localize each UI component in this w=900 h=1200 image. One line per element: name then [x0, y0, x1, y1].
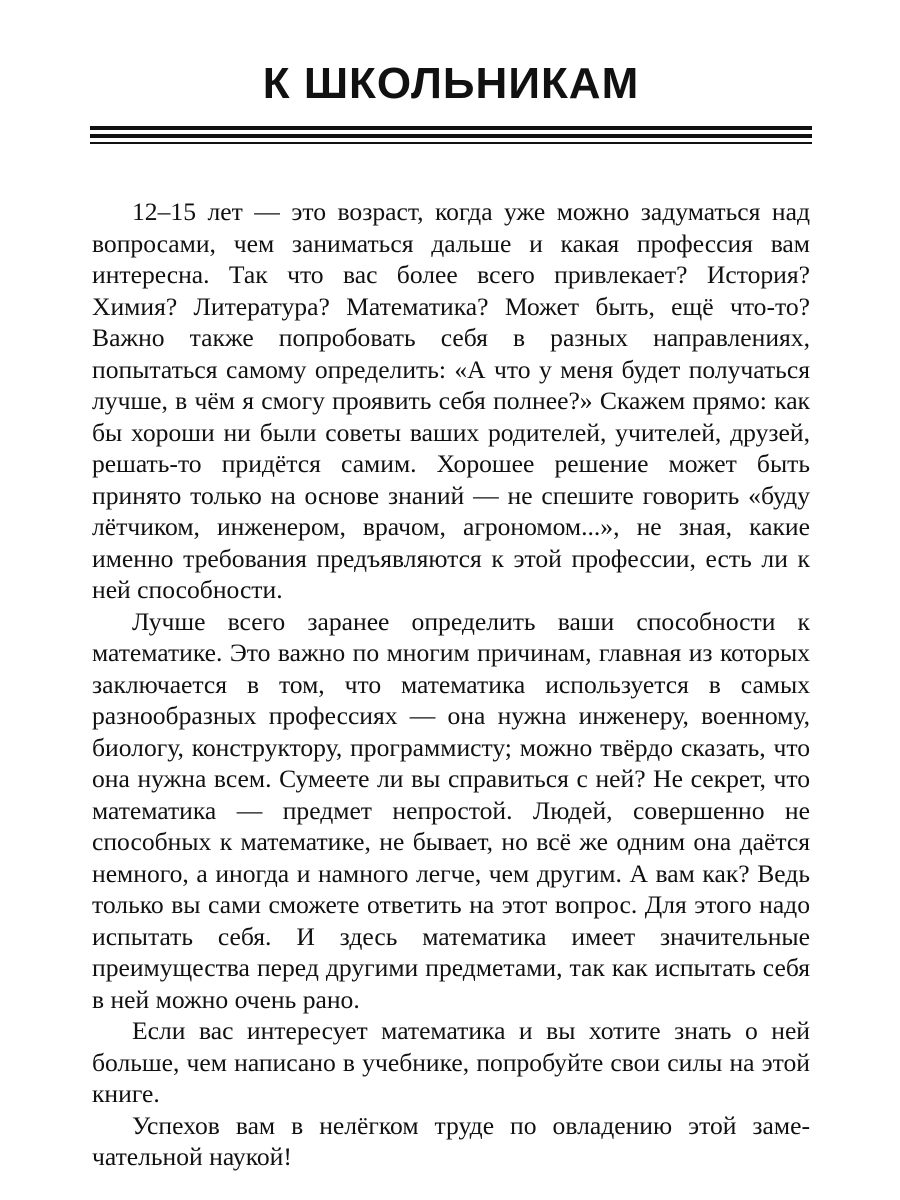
title-underline-thin: [90, 142, 812, 144]
title-underline-thick-1: [90, 126, 812, 130]
paragraph-3: Если вас интересует математика и вы хотите знать о ней больше, чем написано в учебнике, попробуйте свои силы на этой книге.: [92, 1016, 810, 1108]
paragraph-4: Успехов вам в нелёгком труде по овладению этой замечательной наукой!: [92, 1110, 810, 1171]
body-text: [92, 196, 810, 1173]
paragraph-2: Лучше всего заранее определить ваши способности к математике. Это важно по многим причинам, главная из которых заключается в том, что математика используется в самых разнообразных профессиях — она нужна инженеру, военному, биологу, конструктору, программисту; можно твёрдо сказать, что она нужна всем. Сумеете ли вы справиться с ней? Не секрет, что математика — предмет непростой. Людей, совершенно не способных к математике, не бывает, но всё же одним она даётся немного, а иногда и намного легче, чем другим. А вам как? Ведь только вы сами сможете ответить на этот вопрос. Для этого надо испытать себя. И здесь математика имеет значительные преимущества перед другими предметами, так как испытать себя в ней можно очень рано.: [92, 606, 810, 1014]
page-title: К ШКОЛЬНИКАМ: [262, 59, 640, 108]
title-underline-thick-2: [90, 134, 812, 138]
paragraph-1: 12–15 лет — это возраст, когда уже можно задуматься над вопросами, чем заниматься дальше и какая профессия вам интересна. Так что вас более всего привлекает? История? Химия? Литература? Математика? Может быть, ещё что-то? Важно также попробовать себя в разных направлениях, попытаться самому определить: «А что у меня будет получаться лучше, в чём я смогу проявить себя полнее?» Скажем прямо: как бы хороши ни были советы ваших родителей, учителей, друзей, решать-то придётся самим. Хорошее решение может быть принято только на основе знаний — не спешите говорить «буду лётчиком, инженером, врачом, агрономом...», не зная, какие именно требования предъявляются к этой профессии, есть ли к ней способности.: [92, 197, 810, 604]
